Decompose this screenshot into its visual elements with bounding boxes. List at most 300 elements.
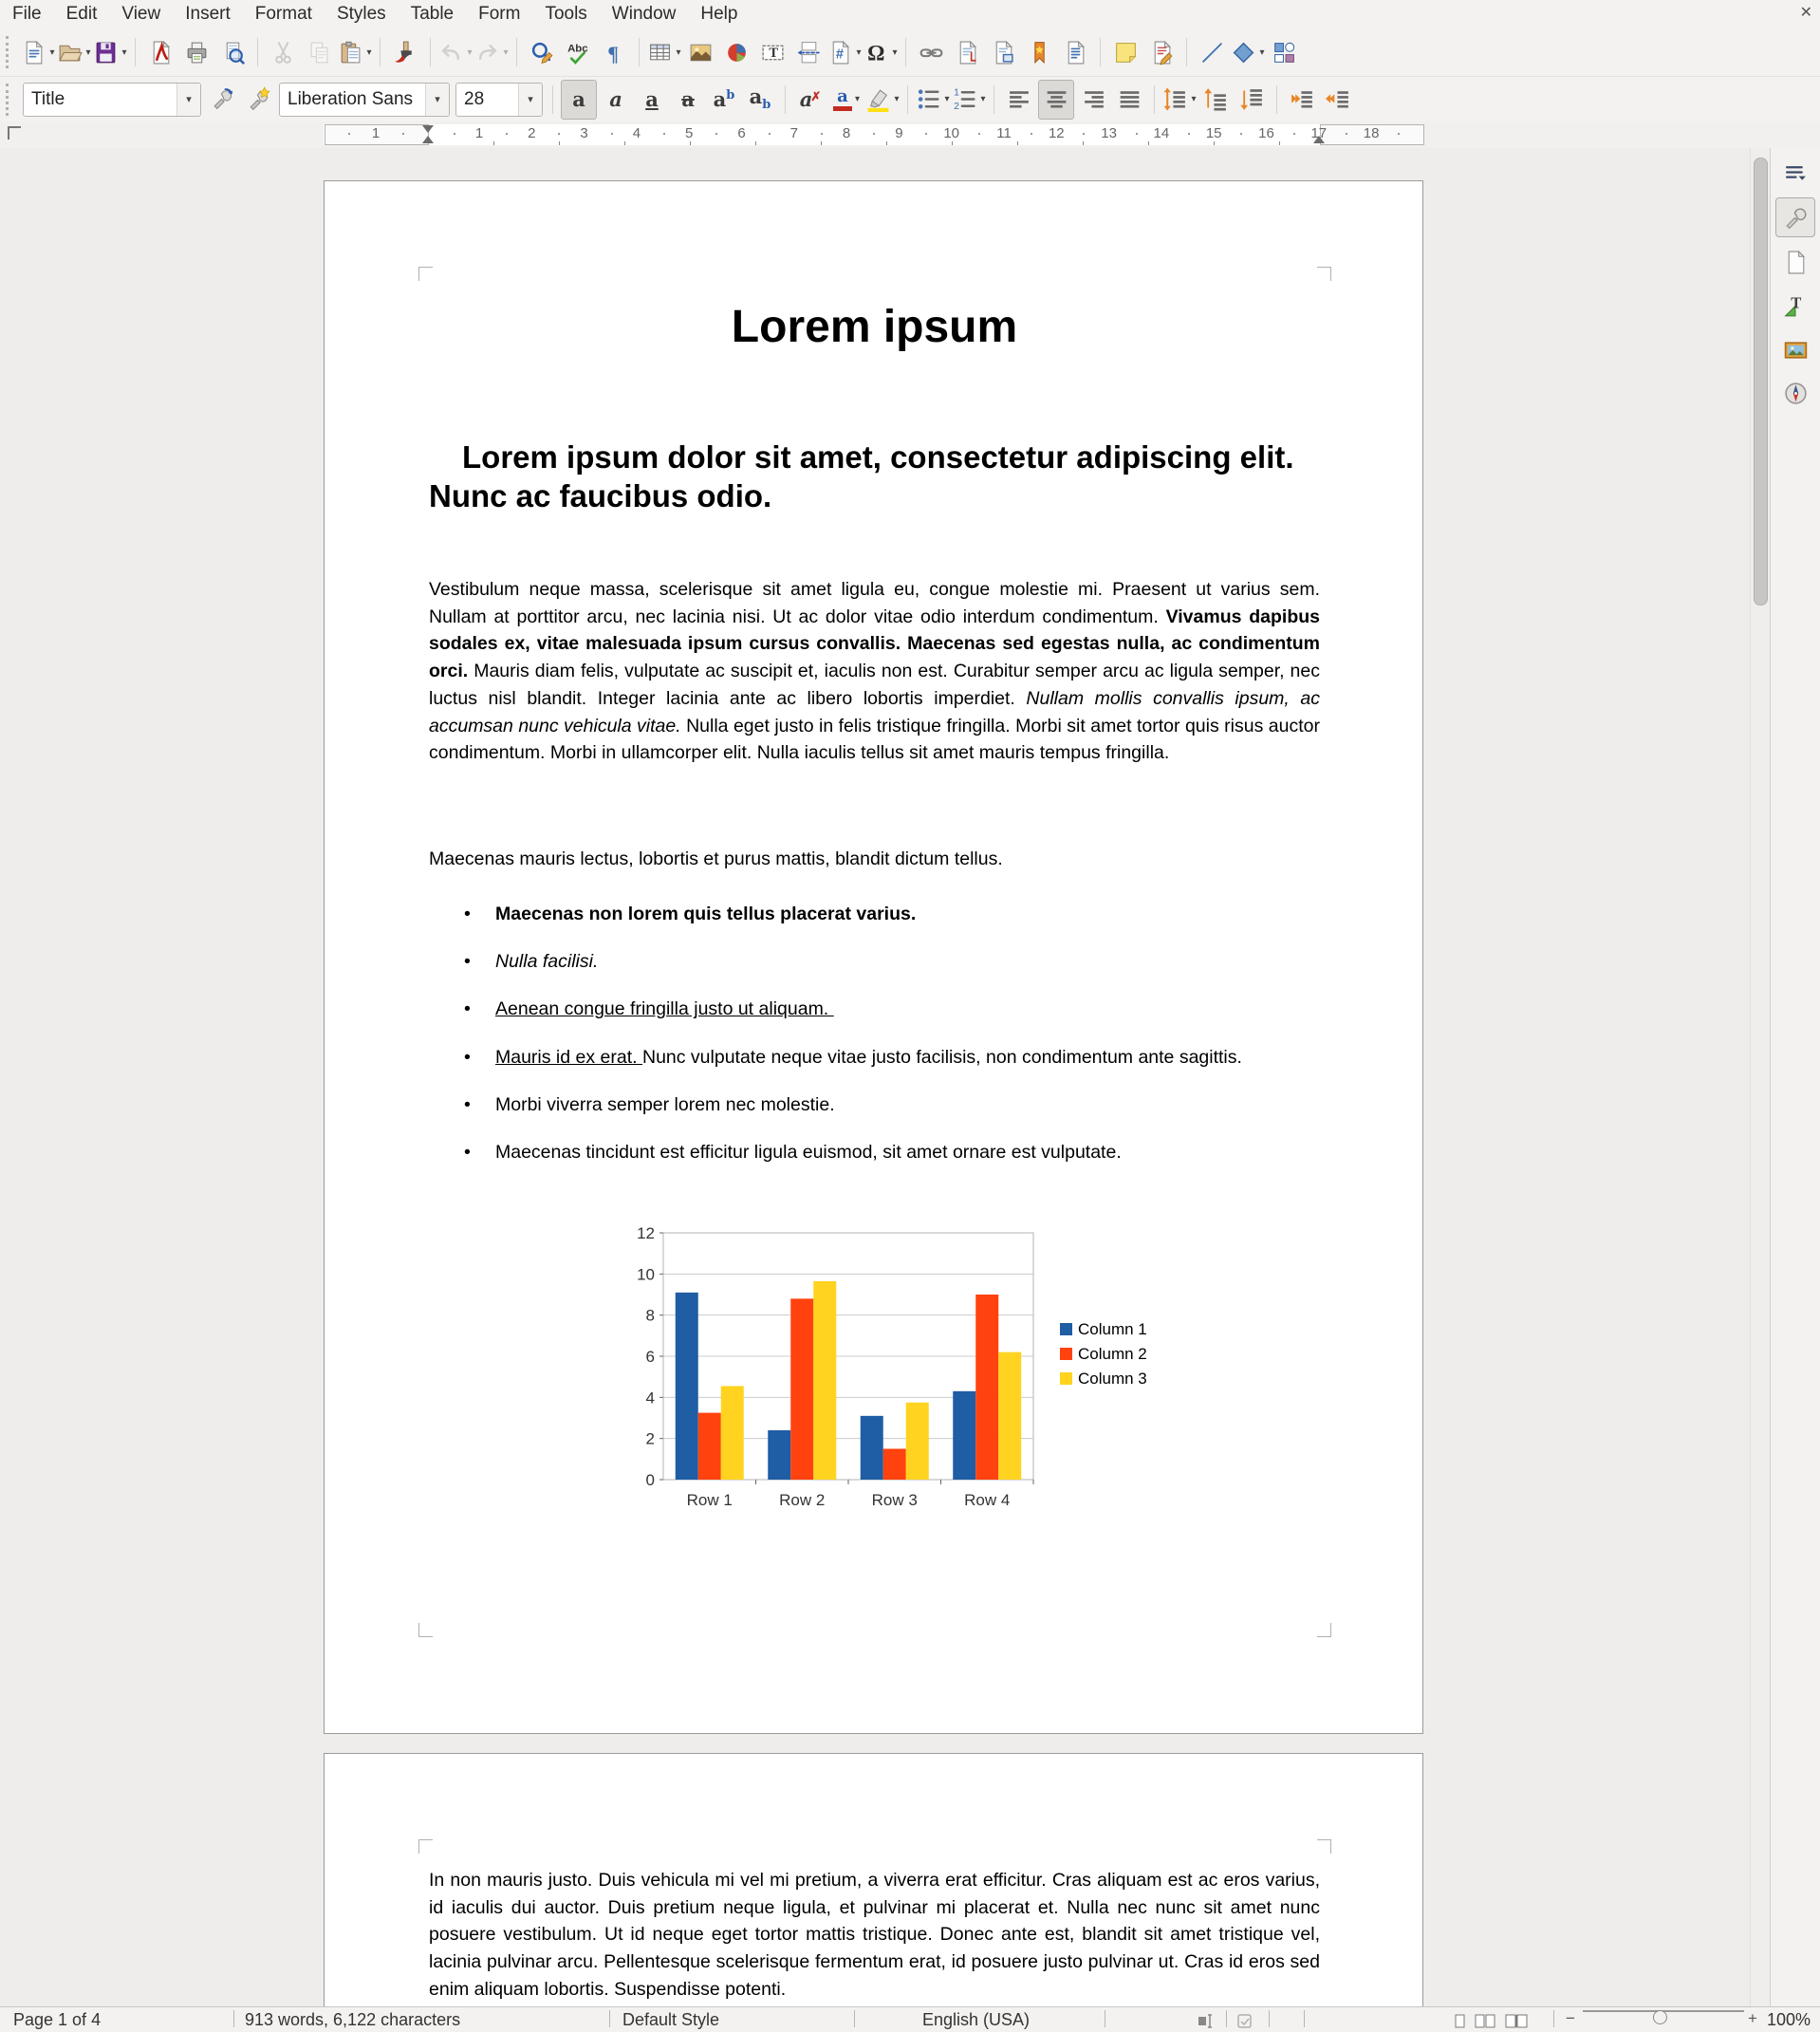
ordered-list-icon — [952, 86, 977, 112]
menubar — [0, 0, 1820, 28]
toolbar-separator — [257, 38, 258, 66]
document-title[interactable]: Lorem ipsum — [731, 302, 1018, 352]
justify-icon — [1117, 86, 1142, 112]
increase-paragraph-spacing-button[interactable] — [1198, 81, 1233, 119]
default-tab-stop — [1148, 141, 1149, 145]
document-page-2[interactable] — [324, 1753, 1423, 2006]
chevron-down-icon[interactable]: ▾ — [503, 47, 509, 58]
toolbar-separator — [1186, 38, 1187, 66]
chevron-down-icon[interactable]: ▾ — [49, 47, 55, 58]
increase-indent-button[interactable] — [1285, 81, 1319, 119]
insert-hyperlink-button[interactable] — [914, 33, 948, 71]
chevron-down-icon[interactable]: ▾ — [467, 47, 473, 58]
ruler-number: 1 — [371, 125, 381, 141]
text-run-underline: Aenean congue fringilla justo ut aliquam. — [495, 998, 834, 1020]
text-run-normal: Mauris diam felis, vulputate ac suscipit et, iaculis non est. Curabitur semper arcu ac ligula semper, nec luctus nisl blandit. Integer lacinia ante ac libero lobortis imperdiet. — [429, 661, 1320, 709]
formatting-marks-icon — [602, 40, 627, 65]
new-style-button[interactable] — [241, 81, 275, 119]
text-run-normal: Vestibulum neque massa, scelerisque sit amet ligula eu, congue molestie mi. Praesent ut varius sem. Nullam at porttitor arcu, nec lacinia nisi. Ut ac dolor vitae odio interdum condimentum. — [429, 579, 1320, 627]
unordered-list-icon — [916, 86, 941, 112]
clone-formatting-button[interactable] — [388, 33, 422, 71]
insert-endnote-button[interactable] — [986, 33, 1020, 71]
decrease-paragraph-spacing-button[interactable] — [1235, 81, 1269, 119]
ruler-number: 2 — [528, 125, 536, 141]
new-document-button[interactable] — [21, 33, 55, 71]
chevron-down-icon[interactable]: ▾ — [1191, 94, 1197, 104]
decrease-indent-button[interactable] — [1321, 81, 1355, 119]
menu-edit[interactable]: Edit — [65, 4, 98, 24]
font-color-icon: a — [833, 88, 852, 111]
zoom-in-icon[interactable]: + — [1748, 2009, 1757, 2027]
decrease-indent-icon — [1326, 86, 1351, 112]
default-tab-stop — [690, 141, 691, 145]
styles-icon — [1783, 293, 1809, 319]
insert-image-icon — [688, 40, 714, 65]
bullet-glyph: • — [464, 1093, 471, 1115]
chevron-down-icon[interactable]: ▾ — [425, 84, 449, 116]
chevron-down-icon[interactable]: ▾ — [366, 47, 372, 58]
menu-table[interactable]: Table — [410, 4, 455, 24]
ruler-number: 3 — [580, 125, 588, 141]
font-size-value: 28 — [464, 88, 485, 109]
legend-swatch — [1060, 1372, 1072, 1385]
menu-items — [0, 2, 750, 27]
multi-page-view-icon[interactable] — [1475, 2013, 1495, 2032]
insert-cross-reference-button[interactable] — [1058, 33, 1092, 71]
subscript-icon: $a_b$ — [749, 84, 771, 113]
horizontal-ruler[interactable] — [0, 121, 1820, 148]
bar-Row 1-Column 3 — [721, 1386, 744, 1480]
ruler-number: 18 — [1363, 125, 1380, 141]
vertical-scrollbar[interactable] — [1750, 148, 1771, 2006]
basic-shapes-button[interactable] — [1231, 33, 1265, 71]
ruler-number: 7 — [789, 125, 798, 141]
sidebar-item-sidebar-settings[interactable] — [1776, 154, 1814, 192]
svg-text:4: 4 — [645, 1389, 655, 1407]
copy-button — [302, 33, 336, 71]
right-indent-marker[interactable] — [1313, 136, 1325, 143]
formatting-toolbar — [0, 77, 1820, 122]
show-draw-functions-icon — [1272, 40, 1297, 65]
default-tab-stop — [821, 141, 822, 145]
svg-text:T: T — [1790, 293, 1801, 312]
bullet-list[interactable] — [464, 901, 1320, 1186]
svg-text:Row 4: Row 4 — [964, 1491, 1011, 1509]
menu-view[interactable]: View — [121, 4, 161, 24]
book-view-icon[interactable] — [1505, 2013, 1528, 2032]
svg-text:¶: ¶ — [606, 42, 619, 65]
bar-Row 2-Column 2 — [790, 1298, 813, 1480]
italic-icon: a — [609, 87, 622, 111]
undo-icon — [438, 40, 464, 65]
toolbar-separator — [1100, 38, 1101, 66]
cut-icon — [270, 40, 296, 65]
sidebar-item-gallery-deck[interactable] — [1776, 330, 1814, 368]
text-boundary-corner — [418, 267, 433, 281]
legend-swatch — [1060, 1323, 1072, 1335]
text-boundary-corner — [418, 1623, 433, 1637]
toolbar-separator — [135, 38, 136, 66]
insert-cross-reference-icon — [1063, 40, 1088, 65]
bar-chart-svg — [604, 1225, 1183, 1527]
insert-line-icon — [1199, 40, 1225, 65]
insert-bookmark-button[interactable] — [1022, 33, 1056, 71]
ruler-number: 5 — [685, 125, 694, 141]
align-right-icon — [1081, 86, 1106, 112]
spelling-icon — [566, 40, 591, 65]
line-spacing-icon — [1162, 86, 1188, 112]
bar-Row 3-Column 3 — [906, 1403, 929, 1480]
bar-Row 4-Column 2 — [975, 1295, 998, 1480]
svg-text:6: 6 — [645, 1348, 655, 1366]
svg-text:Row 1: Row 1 — [686, 1491, 733, 1509]
default-tab-stop — [952, 141, 953, 145]
toolbar-separator — [1276, 85, 1277, 114]
text-run-bold: Vivamus dapibus sodales ex, vitae malesuada ipsum cursus convallis. Maecenas sed egestas nulla, ac condimentum orci. — [429, 606, 1320, 682]
default-tab-stop — [559, 141, 560, 145]
highlight-color-icon — [865, 86, 891, 112]
bar-Row 4-Column 1 — [953, 1391, 975, 1480]
bullet-glyph: • — [464, 951, 471, 973]
chevron-down-icon[interactable]: ▾ — [894, 94, 900, 104]
strikethrough-button[interactable] — [671, 81, 705, 119]
ruler-number: 6 — [737, 125, 746, 141]
signature-icon[interactable] — [1237, 2013, 1253, 2032]
insert-field-button[interactable] — [827, 33, 862, 71]
paste-button[interactable] — [338, 33, 372, 71]
insert-table-button[interactable] — [647, 33, 681, 71]
tab-stop-type-selector[interactable] — [8, 126, 21, 140]
legend-label: Column 3 — [1078, 1370, 1147, 1388]
standard-toolbar — [0, 28, 1820, 77]
svg-text:2: 2 — [954, 101, 960, 112]
text-run-italic: Nulla facilisi. — [495, 951, 599, 973]
bar-Row 2-Column 1 — [768, 1430, 790, 1480]
menu-form[interactable]: Form — [478, 4, 521, 24]
bar-Row 3-Column 1 — [861, 1416, 883, 1480]
print-icon — [184, 40, 210, 65]
body-paragraph[interactable] — [429, 576, 1320, 767]
track-changes-icon — [1149, 40, 1175, 65]
chevron-down-icon[interactable]: ▾ — [944, 94, 950, 104]
svg-text:8: 8 — [645, 1306, 655, 1325]
status-page-number[interactable]: Page 1 of 4 — [13, 2010, 102, 2029]
text-run-normal: Nulla eget justo in felis tristique fringilla. Morbi sit amet tortor quis risus auctor condimentum. Morbi in ullamcorper elit. Nulla iaculis tellus sit amet mauris tempus fringilla. — [429, 715, 1320, 764]
export-pdf-button[interactable] — [143, 33, 177, 71]
find-replace-button[interactable] — [525, 33, 559, 71]
status-language[interactable]: English (USA) — [922, 2010, 1031, 2029]
insert-chart-button[interactable] — [719, 33, 753, 71]
bar-Row 3-Column 2 — [883, 1449, 906, 1481]
svg-text:Row 2: Row 2 — [779, 1491, 826, 1509]
menu-help[interactable]: Help — [700, 4, 738, 24]
svg-text:Row 3: Row 3 — [871, 1491, 918, 1509]
svg-text:Ω: Ω — [867, 40, 885, 65]
font-color-button[interactable] — [829, 81, 864, 119]
paragraph-style-value: Title — [31, 88, 65, 109]
svg-text:T: T — [768, 45, 778, 61]
toolbar-grip[interactable] — [6, 84, 14, 116]
sidebar-item-styles-deck[interactable] — [1776, 287, 1814, 325]
chevron-down-icon[interactable]: ▾ — [176, 84, 200, 116]
strikethrough-icon: a — [681, 87, 695, 111]
align-right-button[interactable] — [1076, 81, 1110, 119]
ruler-number: 10 — [943, 125, 960, 141]
open-document-button[interactable] — [57, 33, 91, 71]
redo-icon — [474, 40, 500, 65]
show-draw-functions-button[interactable] — [1267, 33, 1301, 71]
toolbar-separator — [1154, 85, 1155, 114]
insert-comment-icon — [1113, 40, 1139, 65]
chevron-down-icon[interactable]: ▾ — [85, 47, 91, 58]
save-document-button[interactable] — [93, 33, 127, 71]
zoom-slider-thumb[interactable] — [1653, 2010, 1667, 2024]
clone-formatting-icon — [393, 40, 418, 65]
basic-shapes-icon — [1231, 40, 1256, 65]
insert-text-box-icon — [760, 40, 786, 65]
svg-text:#: # — [836, 47, 845, 63]
insert-table-icon — [647, 40, 673, 65]
sidebar-menu-icon — [1783, 160, 1809, 186]
toolbar-grip[interactable] — [6, 36, 14, 68]
chevron-down-icon[interactable]: ▾ — [892, 47, 898, 58]
chevron-down-icon[interactable]: ▾ — [676, 47, 681, 58]
ruler-number: 11 — [996, 125, 1012, 141]
menu-format[interactable]: Format — [254, 4, 312, 24]
zoom-out-icon[interactable]: − — [1566, 2009, 1575, 2027]
text-run-normal: Maecenas tincidunt est efficitur ligula euismod, sit amet ornare est vulputate. — [495, 1142, 1122, 1164]
zoom-level[interactable]: 100% — [1767, 2010, 1811, 2029]
find-replace-icon — [529, 40, 555, 65]
default-tab-stop — [493, 141, 494, 145]
gallery-icon — [1783, 337, 1809, 363]
insert-chart-icon — [724, 40, 750, 65]
bullet-list-item[interactable] — [464, 901, 1320, 928]
bullet-list-item[interactable] — [464, 948, 1320, 976]
insert-field-icon — [827, 40, 853, 65]
chevron-down-icon[interactable]: ▾ — [518, 84, 542, 116]
bar-Row 4-Column 3 — [998, 1352, 1021, 1480]
bullet-glyph: • — [464, 1142, 471, 1164]
bullet-list-item[interactable] — [464, 1139, 1320, 1166]
align-left-button[interactable] — [1002, 81, 1036, 119]
toolbar-separator — [380, 38, 381, 66]
insert-text-box-button[interactable] — [755, 33, 789, 71]
subscript-button[interactable] — [743, 81, 777, 119]
toolbar-separator — [430, 38, 431, 66]
close-icon[interactable]: ✕ — [1799, 5, 1812, 21]
bold-button[interactable] — [561, 80, 597, 120]
svg-text:Abc: Abc — [566, 42, 588, 54]
standard-toolbar-buttons — [20, 33, 1302, 71]
text-run-bold: Maecenas non lorem quis tellus placerat varius. — [495, 904, 917, 924]
embedded-bar-chart[interactable] — [604, 1225, 1183, 1527]
single-page-view-icon[interactable] — [1454, 2013, 1466, 2032]
export-pdf-icon — [148, 40, 174, 65]
navigator-icon — [1783, 381, 1809, 406]
line-spacing-button[interactable] — [1162, 81, 1197, 119]
new-document-icon — [21, 40, 46, 65]
insert-comment-button[interactable] — [1108, 33, 1142, 71]
highlight-color-button[interactable] — [865, 81, 900, 119]
default-tab-stop — [1017, 141, 1018, 145]
increase-indent-icon — [1290, 86, 1315, 112]
text-boundary-corner — [1317, 1839, 1331, 1854]
legend-swatch — [1060, 1348, 1072, 1360]
increase-paragraph-spacing-icon — [1203, 86, 1229, 112]
print-preview-button[interactable] — [215, 33, 250, 71]
insert-footnote-button[interactable] — [950, 33, 984, 71]
ordered-list-button[interactable] — [952, 81, 986, 119]
svg-text:0: 0 — [645, 1471, 655, 1489]
legend-label: Column 2 — [1078, 1345, 1147, 1363]
ruler-number: 16 — [1258, 125, 1274, 141]
bullet-list-item[interactable] — [464, 1044, 1320, 1072]
insert-line-button[interactable] — [1195, 33, 1229, 71]
ruler-number: 1 — [474, 125, 484, 141]
align-center-button[interactable] — [1038, 80, 1074, 120]
body-paragraph[interactable]: Maecenas mauris lectus, lobortis et purus mattis, blandit dictum tellus. — [429, 848, 1003, 869]
print-preview-icon — [220, 40, 246, 65]
paste-icon — [338, 40, 363, 65]
insert-page-break-button[interactable] — [791, 33, 826, 71]
bullet-glyph: • — [464, 904, 471, 924]
copy-icon — [306, 40, 332, 65]
menu-insert[interactable]: Insert — [185, 4, 231, 24]
justify-button[interactable] — [1112, 81, 1146, 119]
document-page-1[interactable] — [324, 180, 1423, 1734]
insert-page-break-icon — [796, 40, 822, 65]
toolbar-separator — [905, 38, 906, 66]
default-tab-stop — [886, 141, 887, 145]
chevron-down-icon[interactable]: ▾ — [980, 94, 986, 104]
text-run-normal: Morbi viverra semper lorem nec molestie. — [495, 1093, 835, 1115]
align-center-icon — [1044, 86, 1069, 112]
clear-formatting-icon: a ✗ — [799, 87, 822, 111]
toolbar-separator — [639, 38, 640, 66]
ruler-number: 4 — [632, 125, 641, 141]
print-button[interactable] — [179, 33, 214, 71]
cut-button — [266, 33, 300, 71]
sidebar-tab-strip — [1770, 148, 1820, 2006]
update-style-icon — [210, 86, 235, 112]
underline-button[interactable] — [635, 81, 669, 119]
bar-Row 2-Column 3 — [813, 1281, 836, 1480]
status-word-count[interactable]: 913 words, 6,122 characters — [245, 2010, 461, 2029]
ruler-number: 12 — [1048, 125, 1065, 141]
text-run-normal: Nunc vulputate neque vitae justo facilisis, non condimentum ante sagittis. — [641, 1046, 1242, 1068]
track-changes-button[interactable] — [1144, 33, 1179, 71]
insert-hyperlink-icon — [919, 40, 944, 65]
default-tab-stop — [624, 141, 625, 145]
first-line-indent-marker[interactable] — [422, 125, 434, 133]
italic-button[interactable] — [599, 81, 633, 119]
font-name-combo[interactable] — [279, 83, 450, 117]
superscript-icon: $a^b$ — [713, 87, 735, 111]
legend-label: Column 1 — [1078, 1320, 1147, 1338]
bar-Row 1-Column 2 — [698, 1413, 721, 1480]
ruler-number: 9 — [895, 125, 903, 141]
style-action-buttons — [204, 81, 276, 119]
menu-window[interactable]: Window — [611, 4, 677, 24]
bullet-list-item[interactable] — [464, 1091, 1320, 1119]
status-bar — [0, 2006, 1820, 2032]
insert-endnote-icon — [991, 40, 1016, 65]
chevron-down-icon[interactable]: ▾ — [1259, 47, 1265, 58]
svg-text:10: 10 — [637, 1265, 655, 1284]
insert-image-button[interactable] — [683, 33, 717, 71]
default-tab-stop — [1279, 141, 1280, 145]
menu-styles[interactable]: Styles — [336, 4, 386, 24]
ruler-number: 8 — [842, 125, 851, 141]
update-style-button[interactable] — [205, 81, 239, 119]
default-tab-stop — [1083, 141, 1084, 145]
insert-special-character-icon — [864, 40, 889, 65]
toolbar-separator — [907, 85, 908, 114]
menu-file[interactable]: File — [12, 4, 42, 24]
status-page-style[interactable]: Default Style — [622, 2010, 720, 2029]
clear-formatting-button[interactable] — [793, 81, 827, 119]
redo-button — [474, 33, 509, 71]
chevron-down-icon[interactable]: ▾ — [121, 47, 127, 58]
formatting-toolbar-buttons — [560, 80, 1356, 120]
sidebar-item-navigator-deck[interactable] — [1776, 374, 1814, 412]
scrollbar-thumb[interactable] — [1754, 158, 1768, 606]
text-boundary-corner — [1317, 267, 1331, 281]
ruler-number: 17 — [1310, 125, 1328, 141]
wrench-icon — [1783, 205, 1809, 231]
left-indent-marker[interactable] — [422, 136, 434, 143]
document-heading[interactable]: Lorem ipsum dolor sit amet, consectetur adipiscing elit. Nunc ac faucibus odio. — [429, 439, 1294, 513]
bullet-glyph: • — [464, 998, 471, 1020]
paragraph-style-combo[interactable] — [23, 83, 201, 117]
svg-text:1: 1 — [954, 87, 960, 99]
bullet-glyph: • — [464, 1046, 471, 1068]
text-boundary-corner — [418, 1839, 433, 1854]
font-size-combo[interactable] — [455, 83, 543, 117]
text-boundary-corner — [1317, 1623, 1331, 1637]
open-document-icon — [57, 40, 83, 65]
page-icon — [1783, 250, 1809, 275]
superscript-button[interactable] — [707, 81, 741, 119]
bullet-list-item[interactable] — [464, 996, 1320, 1023]
selection-mode-icon[interactable] — [1198, 2013, 1215, 2032]
svg-text:12: 12 — [637, 1225, 655, 1242]
new-style-icon — [246, 86, 271, 112]
ruler-number: 15 — [1205, 125, 1222, 141]
chevron-down-icon[interactable]: ▾ — [854, 94, 861, 104]
bold-icon: a — [572, 87, 585, 111]
spelling-button[interactable] — [561, 33, 595, 71]
default-tab-stop — [755, 141, 756, 145]
undo-button — [438, 33, 473, 71]
toolbar-separator — [516, 38, 517, 66]
align-left-icon — [1007, 86, 1032, 112]
chevron-down-icon[interactable]: ▾ — [856, 47, 862, 58]
underline-icon: a — [645, 87, 659, 111]
formatting-marks-button[interactable] — [597, 33, 631, 71]
sidebar-item-properties-deck[interactable] — [1775, 197, 1815, 237]
unordered-list-button[interactable] — [916, 81, 950, 119]
menu-tools[interactable]: Tools — [545, 4, 587, 24]
insert-special-character-button[interactable] — [864, 33, 898, 71]
body-paragraph[interactable]: In non mauris justo. Duis vehicula mi vel mi pretium, a viverra erat efficitur. Cras aliquam est ac eros varius, id iaculis dui auctor. Duis pretium neque ligula, et pulvinar mi placerat et. Nulla nec nunc sit amet nunc posuere vestibulum. Ut id neque eget tortor mattis tristique. Donec ante est, blandit sit amet tristique vel, lacinia pulvinar arcu. Pellentesque scelerisque fermentum erat, id posuere justo pulvinar ut. Cras id eros sed enim aliquam lobortis. Suspendisse potenti. — [429, 1870, 1320, 2000]
bar-Row 1-Column 1 — [676, 1293, 698, 1480]
font-name-value: Liberation Sans — [288, 88, 414, 109]
sidebar-item-page-deck[interactable] — [1776, 243, 1814, 281]
ruler-number: 14 — [1153, 125, 1170, 141]
decrease-paragraph-spacing-icon — [1239, 86, 1265, 112]
